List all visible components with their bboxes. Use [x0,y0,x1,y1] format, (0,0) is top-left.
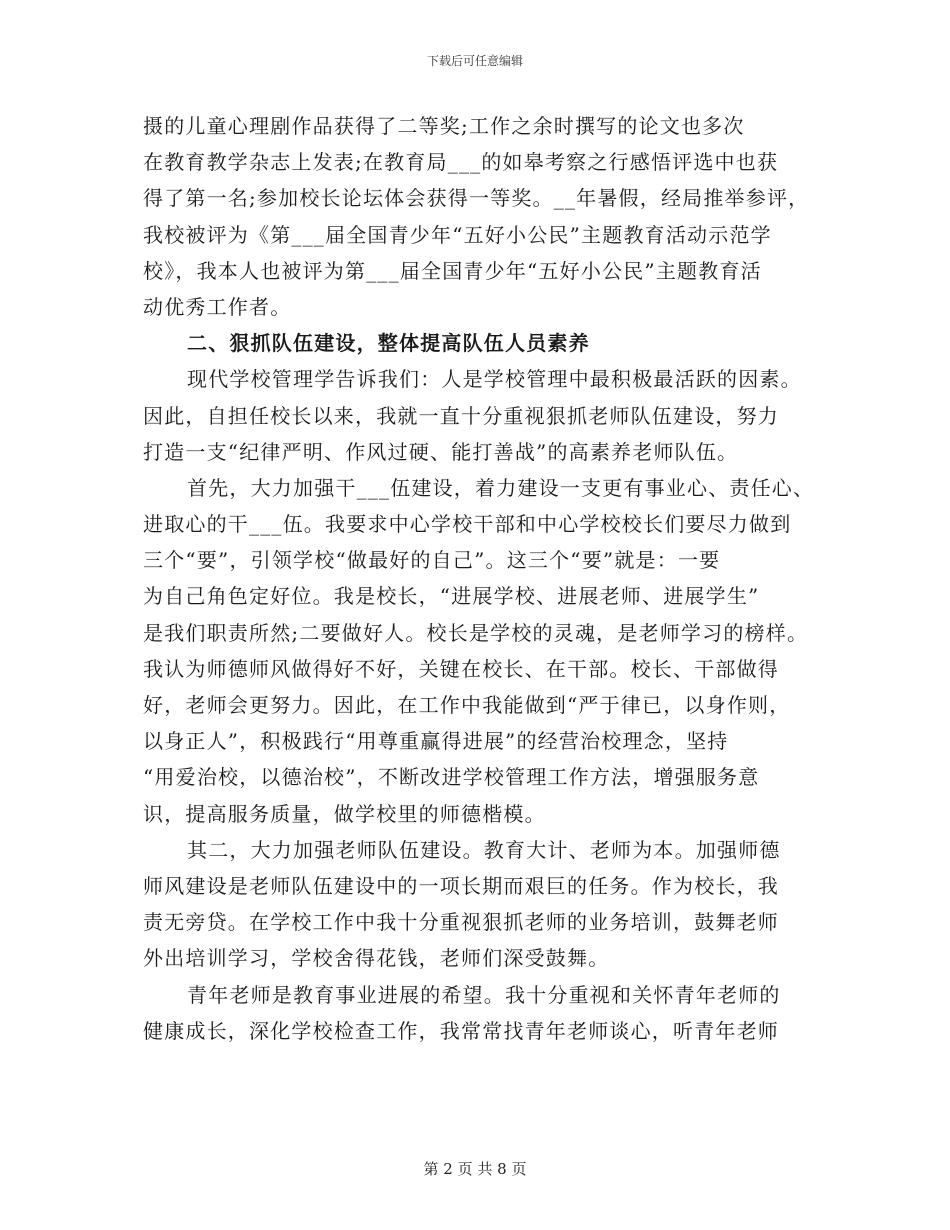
paragraph [143,832,823,977]
paragraph [143,470,823,832]
paragraph [143,108,823,325]
text-line: “用爱治校，以德治校”，不断改进学校管理工作方法，增强服务意 [143,765,760,790]
text-line: 摄的儿童心理剧作品获得了二等奖;工作之余时撰写的论文也多次 [143,114,745,138]
page-header: 下载后可任意编辑 [426,54,523,68]
text-line: 二、狠抓队伍建设，整体提高队伍人员素养 [187,331,590,356]
text-line: 我认为师德师风做得好不好，关键在校长、在干部。校长、干部做得 [143,656,779,681]
text-line: 是我们职责所然;二要做好人。校长是学校的灵魂，是老师学习的榜样。 [143,620,809,645]
text-line: 现代学校管理学告诉我们：人是学校管理中最积极最活跃的因素。 [187,367,802,392]
text-line: 首先，大力加强干___伍建设，着力建设一支更有事业心、责任心、 [187,475,815,500]
text-line: 打造一支“纪律严明、作风过硬、能打善战”的高素养老师队伍。 [143,439,739,464]
text-line: 三个“要”，引领学校“做最好的自己”。这三个“要”就是：一要 [143,548,721,573]
text-line: 为自己角色定好位。我是校长，“进展学校、进展老师、进展学生” [143,584,760,609]
text-line: 识，提高服务质量，做学校里的师德楷模。 [143,801,546,826]
text-line: 健康成长，深化学校检查工作，我常常找青年老师谈心，听青年老师 [143,1018,779,1043]
document-body [143,108,823,1049]
text-line: 其二，大力加强老师队伍建设。教育大计、老师为本。加强师德 [187,837,781,862]
section-heading [143,325,823,361]
text-line: 好，老师会更努力。因此，在工作中我能做到“严于律已，以身作则， [143,693,791,717]
text-line: 在教育教学杂志上发表;在教育局___的如皋考察之行感悟评选中也获 [143,150,779,175]
text-line: 师风建设是老师队伍建设中的一项长期而艰巨的任务。作为校长，我 [143,873,779,898]
text-line: 我校被评为《第___届全国青少年“五好小公民”主题教育活动示范学 [143,222,772,247]
text-line: 进取心的干___伍。我要求中心学校干部和中心学校校长们要尽力做到 [143,512,792,537]
paragraph [143,977,823,1049]
page-footer: 第 2 页 共 8 页 [423,1160,527,1178]
text-line: 外出培训学习，学校舍得花钱，老师们深受鼓舞。 [143,946,610,971]
text-line: 校》，我本人也被评为第___届全国青少年“五好小公民”主题教育活 [143,258,762,283]
text-line: 青年老师是教育事业进展的希望。我十分重视和关怀青年老师的 [187,982,781,1007]
text-line: 责无旁贷。在学校工作中我十分重视狠抓老师的业务培训，鼓舞老师 [143,910,779,935]
text-line: 得了第一名;参加校长论坛体会获得一等奖。__年暑假，经局推举参评， [143,186,810,211]
text-line: 动优秀工作者。 [143,294,292,319]
paragraph [143,361,823,470]
text-line: 因此，自担任校长以来，我就一直十分重视狠抓老师队伍建设，努力 [143,403,779,428]
text-line: 以身正人”，积极践行“用尊重赢得进展”的经营治校理念，坚持 [143,729,729,754]
